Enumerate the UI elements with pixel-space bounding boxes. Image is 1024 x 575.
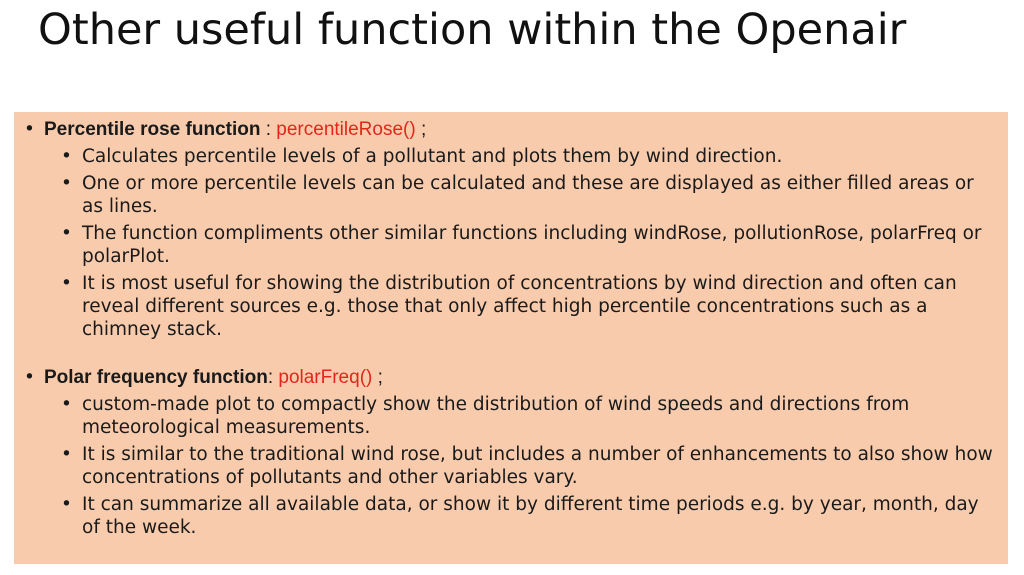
section-percentile-rose [22,118,998,141]
bullet-icon: • [61,146,72,167]
bullet-icon: • [61,173,72,194]
bullet-icon: • [61,273,72,294]
section-separator: : [267,367,279,388]
list-item [22,393,998,439]
bullet-icon: • [61,394,72,415]
bullet-icon: • [24,119,35,140]
section-tail: ; [415,119,427,140]
section-heading: Polar frequency function [44,367,268,388]
sub-list [22,393,998,539]
bullet-icon: • [24,367,35,388]
sub-list [22,145,998,341]
list-item-text: custom-made plot to compactly show the distribution of wind speeds and directions from meteorological measurements. [82,394,910,438]
list-item-text: Calculates percentile levels of a pollutant and plots them by wind direction. [82,146,783,167]
function-name: percentileRose() [276,119,416,140]
section-heading: Percentile rose function [44,119,261,140]
list-item-text: It can summarize all available data, or show it by different time periods e.g. by year, month, day of the week. [82,494,979,538]
list-item-text: It is similar to the traditional wind rose, but includes a number of enhancements to also show how concentrations of pollutants and other variables vary. [82,444,993,488]
content-panel [14,112,1008,564]
function-name: polarFreq() [278,367,373,388]
bullet-icon: • [61,444,72,465]
list-item [22,172,998,218]
list-item [22,493,998,539]
list-item [22,272,998,341]
section-tail: ; [372,367,383,388]
section-polar-frequency [22,366,998,389]
bullet-icon: • [61,494,72,515]
list-item-text: The function compliments other similar functions including windRose, pollutionRose, polarFreq or polarPlot. [82,223,982,267]
list-item-text: One or more percentile levels can be calculated and these are displayed as either filled areas or as lines. [82,173,974,217]
bullet-icon: • [61,223,72,244]
section-gap [22,345,998,366]
slide-title: Other useful function within the Openair [38,5,907,55]
list-item [22,443,998,489]
list-item [22,145,998,168]
section-separator: : [260,119,277,140]
list-item-text: It is most useful for showing the distribution of concentrations by wind direction and often can reveal different sources e.g. those that only affect high percentile concentrations such as a chimney stack. [82,273,957,340]
list-item [22,222,998,268]
